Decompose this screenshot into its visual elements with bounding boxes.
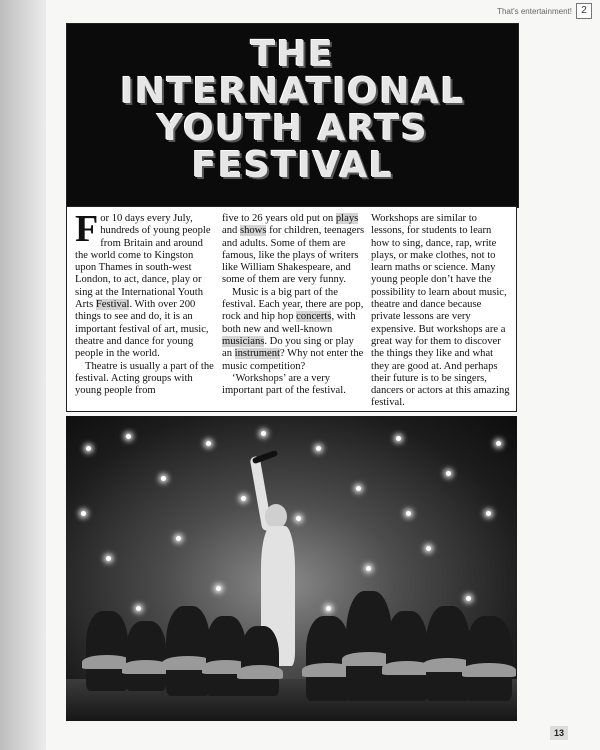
- article-title: [67, 36, 518, 184]
- paragraph-text: Workshops are similar to lessons, for students to learn how to sing, dance, rap, write plays, or make clothes, not to learn maths or science. Many young people don’t have the possibility to learn about music, theatre and dance because private lessons are very expensive. But workshops are a great way for them to discover the things they like and what they are good at. And perhaps their future is to be singers, dancers or actors at this amazing festival.: [371, 213, 510, 409]
- dancer-figure: [166, 606, 210, 696]
- paragraph-text: , with both new and well-known: [222, 311, 356, 335]
- article-text-box: [66, 206, 517, 412]
- title-line-4: FESTIVAL: [191, 145, 394, 186]
- article-column-2: [222, 213, 366, 397]
- paragraph-text: . Do you sing or play an: [222, 335, 354, 360]
- title-line-1: THE: [250, 34, 335, 75]
- dancer-skirt: [462, 663, 516, 677]
- paragraph-text: for children, teenagers and adults. Some of them are famous, like the plays of writers like William Shakespeare, and some of them are very funny.: [222, 225, 365, 286]
- paragraph: [75, 208, 214, 361]
- stage-light: [206, 441, 211, 446]
- dancer-figure: [86, 611, 128, 691]
- stage-light: [136, 606, 141, 611]
- paragraph-text: ? Why not enter the music competition?: [222, 348, 364, 372]
- stage-light: [446, 471, 451, 476]
- unit-number-badge: 2: [576, 3, 592, 19]
- stage-light: [326, 606, 331, 611]
- stage-light: [486, 511, 491, 516]
- paragraph-text: and: [222, 225, 240, 237]
- stage-light: [496, 441, 501, 446]
- stage-light: [316, 446, 321, 451]
- stage-light: [216, 586, 221, 591]
- paragraph-text: . With over 200 things to see and do, it is an important festival of art, music, theatre and dance for young people in the world.: [75, 299, 209, 360]
- stage-light: [161, 476, 166, 481]
- title-line-2: INTERNATIONAL: [120, 71, 465, 112]
- stage-light: [406, 511, 411, 516]
- highlighted-vocab-word: concerts: [296, 311, 332, 323]
- stage-light: [396, 436, 401, 441]
- stage-light: [106, 556, 111, 561]
- highlighted-vocab-word: shows: [239, 225, 267, 237]
- dancer-figure: [426, 606, 470, 701]
- highlighted-vocab-word: instrument: [234, 348, 280, 360]
- highlighted-vocab-word: musicians: [222, 335, 265, 347]
- paragraph-text: Music is a big part of the festival. Each year, there are pop, rock and hip hop: [222, 286, 364, 323]
- stage-light: [466, 596, 471, 601]
- dancer-figure: [126, 621, 166, 691]
- title-banner: [66, 23, 519, 208]
- stage-light: [86, 446, 91, 451]
- section-title: That's entertainment!: [497, 6, 572, 16]
- article-column-3: [371, 213, 511, 410]
- stage-light: [126, 434, 131, 439]
- festival-photo: [66, 416, 517, 721]
- stage-light: [241, 496, 246, 501]
- dancer-figure: [386, 611, 428, 701]
- unit-header: [497, 3, 592, 19]
- dancer-figure: [206, 616, 246, 696]
- book-spine-shadow: [0, 0, 46, 750]
- highlighted-vocab-word: plays: [335, 213, 359, 224]
- paragraph: [222, 287, 366, 373]
- paragraph-text: Theatre is usually a part of the festival. Acting groups with young people from: [75, 360, 214, 397]
- stage-light: [356, 486, 361, 491]
- stage-light: [366, 566, 371, 571]
- dancer-figure: [466, 616, 512, 701]
- stage-light: [296, 516, 301, 521]
- dancer-skirt: [237, 665, 283, 679]
- paragraph-text: or 10 days every July, hundreds of young people from Britain and around the world come to Kingston upon Thames in south-west London, to act, dance, play or sing at the International Youth Arts: [75, 213, 211, 311]
- microphone-icon: [252, 450, 278, 465]
- page-number: 13: [550, 726, 568, 740]
- paragraph-text: ‘Workshops’ are a very important part of the festival.: [222, 372, 346, 397]
- stage-light: [261, 431, 266, 436]
- dancer-figure: [241, 626, 279, 696]
- paragraph-text: five to 26 years old put on: [222, 213, 336, 224]
- paragraph: [75, 361, 214, 398]
- drop-cap: F: [75, 208, 99, 250]
- stage-light: [426, 546, 431, 551]
- title-line-3: YOUTH ARTS: [156, 108, 429, 149]
- paragraph: [222, 373, 366, 398]
- paragraph: [222, 213, 366, 287]
- stage-light: [81, 511, 86, 516]
- paragraph: [371, 213, 511, 410]
- stage-light: [176, 536, 181, 541]
- article-column-1: [75, 208, 214, 397]
- highlighted-vocab-word: Festival: [95, 299, 130, 311]
